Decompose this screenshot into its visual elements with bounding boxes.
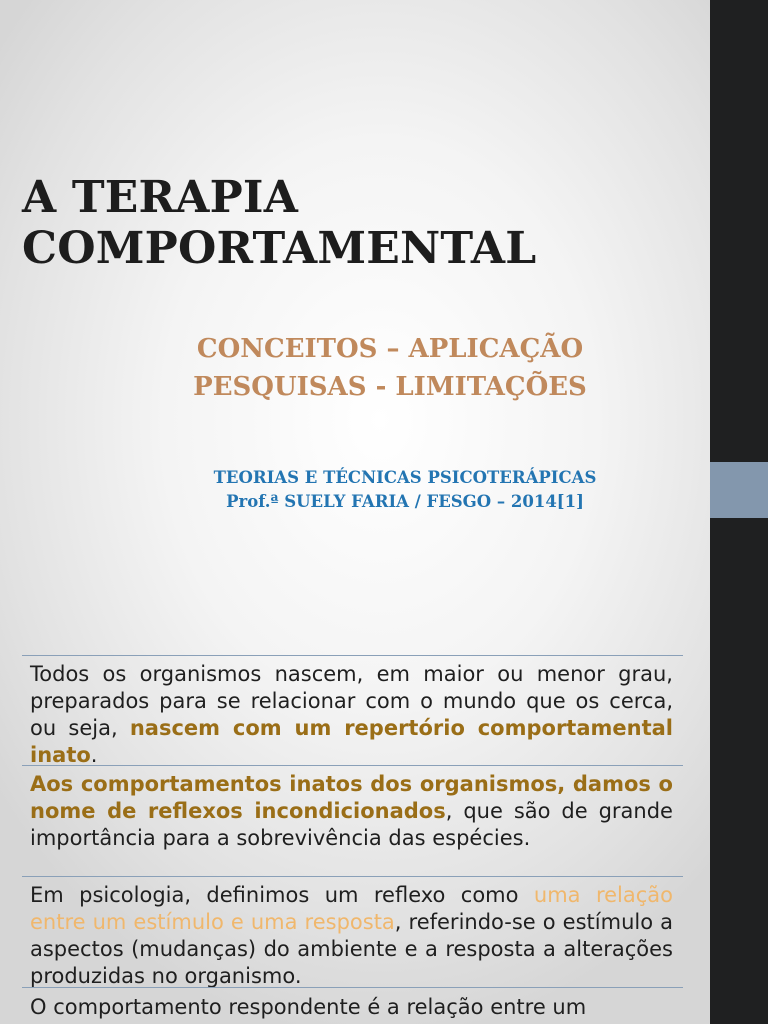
paragraph-text: , que são de grande importância para a sobrevivência das espécies. (30, 799, 673, 850)
course-name: TEORIAS E TÉCNICAS PSICOTERÁPICAS (213, 468, 597, 487)
paragraph-text: O comportamento respondente é a relação entre um (30, 995, 587, 1019)
subtitle-line-1: CONCEITOS – APLICAÇÃO (196, 334, 584, 364)
paragraph-highlight: Aos comportamentos inatos dos organismos, damos o nome de reflexos incondicionados (30, 772, 673, 823)
divider (22, 876, 683, 877)
sidebar-accent (710, 462, 768, 518)
course-author: Prof.ª SUELY FARIA / FESGO – 2014[1] (226, 492, 584, 511)
course-info (100, 466, 710, 514)
paragraph-respondent-behavior (30, 994, 673, 1021)
paragraph-text: Todos os organismos nascem, em maior ou menor grau, preparados para se relacionar com o mundo que os cerca, ou seja, (30, 662, 673, 740)
divider (22, 765, 683, 766)
paragraph-unconditioned-reflexes (30, 771, 673, 852)
paragraph-text: . (90, 743, 98, 767)
paragraph-text: , referindo-se o estímulo a aspectos (mudanças) do ambiente e a resposta a alterações produzidas no organismo. (30, 910, 673, 988)
paragraph-text: Em psicologia, definimos um reflexo como (30, 883, 534, 907)
subtitle-line-2: PESQUISAS - LIMITAÇÕES (193, 372, 587, 402)
paragraph-inate-repertoire (30, 661, 673, 769)
slide-subtitle (110, 330, 670, 406)
title-line-2: COMPORTAMENTAL (22, 223, 537, 274)
paragraph-reflex-definition (30, 882, 673, 990)
divider (22, 655, 683, 656)
slide-title (22, 172, 702, 274)
paragraph-highlight: nascem com um repertório comportamental inato (30, 716, 673, 767)
divider (22, 987, 683, 988)
paragraph-highlight: uma relação entre um estímulo e uma resposta (30, 883, 674, 934)
title-line-1: A TERAPIA (22, 172, 299, 223)
